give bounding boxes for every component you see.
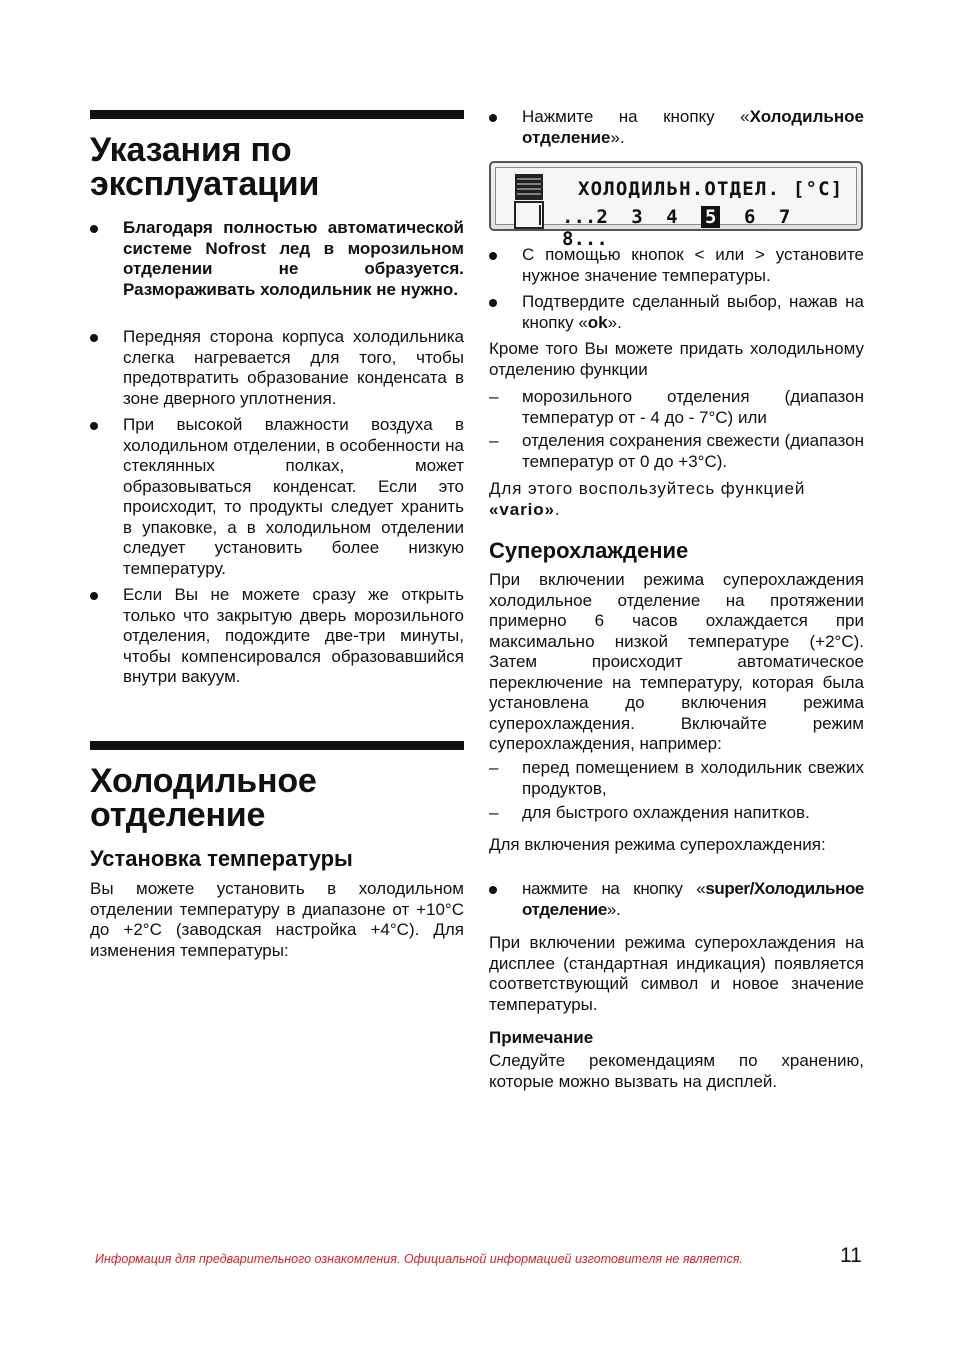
- paragraph-temperature: Вы можете установить в холодильном отделении температуру в диапазоне от +10°C до +2°C (заводская настройка +4°C). Для изменения температуры:: [90, 879, 464, 960]
- section-title-fridge: Холодильное отделение: [90, 762, 317, 834]
- dash-marker: –: [489, 758, 499, 777]
- list-item: – перед помещением в холодильник свежих продуктов,: [489, 758, 864, 798]
- bullet-icon: [489, 107, 507, 128]
- display-illustration: [489, 161, 863, 250]
- note-title: Примечание: [489, 1028, 594, 1047]
- display-step-selected: 5: [701, 206, 720, 228]
- bullet-icon: [90, 327, 108, 348]
- display-step: ...2: [562, 206, 608, 228]
- display-title: ХОЛОДИЛЬН.ОТДЕЛ. [°C]: [578, 178, 844, 200]
- list-item: [90, 327, 464, 409]
- paragraph-functions: Кроме того Вы можете придать холодильному отделению функции: [489, 339, 864, 379]
- list-item: [90, 415, 464, 579]
- dash-marker: –: [489, 431, 499, 450]
- bullet-icon: [90, 415, 108, 436]
- subtitle-temperature: Установка температуры: [90, 846, 353, 871]
- fridge-icon: [514, 173, 544, 229]
- bullet-text-humidity: При высокой влажности воздуха в холодильном отделении, в особенности на стеклянных полках, может образовываться конденсат. Если это происходит, то продукты следует хранить в упаковке, а в холодильном отделении следует установить более низкую температуру.: [123, 415, 464, 578]
- list-item: Подтвердите сделанный выбор, нажав на кнопку «ok».: [489, 292, 864, 333]
- display-step: 8...: [562, 228, 608, 250]
- dash-marker: –: [489, 387, 499, 406]
- section-rule-1: [90, 110, 464, 119]
- subtitle-supercool: Суперохлаждение: [489, 538, 689, 563]
- section-rule-2: [90, 741, 464, 750]
- display-step: 7: [778, 206, 791, 228]
- bullet-icon: [90, 585, 108, 606]
- bullet-icon: [489, 245, 507, 266]
- list-item: – для быстрого охлаждения напитков.: [489, 803, 810, 822]
- bullet-icon: [489, 292, 507, 313]
- section-title-operation: Указания по эксплуатации: [90, 131, 320, 203]
- list-item: Нажмите на кнопку «Холодильное отделение».: [489, 107, 864, 148]
- display-step: 4: [666, 206, 678, 228]
- list-item: нажмите на кнопку «super/Холодильное отделение».: [489, 879, 864, 920]
- note-text: Следуйте рекомендациям по хранению, которые можно вызвать на дисплей.: [489, 1051, 864, 1091]
- paragraph-supercool: При включении режима суперохлаждения холодильное отделение на протяжении примерно 6 часов охлаждается при максимально низкой температуре (+2°C). Затем происходит автоматическое переключение на температуру, которая была установлена до включения режима суперохлаждения. Включайте режим суперохлаждения, например:: [489, 570, 864, 753]
- list-item: С помощью кнопок < или > установите нужное значение температуры.: [489, 245, 864, 286]
- footer-disclaimer: Информация для предварительного ознакомления. Официальной информацией изготовителя не является.: [95, 1252, 743, 1266]
- display-step: 6: [743, 206, 756, 228]
- bullet-text-door: Если Вы не можете сразу же открыть только что закрытую дверь морозильного отделения, подождите две-три минуты, чтобы компенсировался образовавшийся внутри вакуум.: [123, 585, 464, 686]
- bullet-text-nofrost: Благодаря полностью автоматической системе Nofrost лед в морозильном отделении не образуется. Размораживать холодильник не нужно.: [123, 218, 464, 299]
- bullet-icon: [489, 879, 507, 900]
- bullet-icon: [90, 218, 108, 239]
- page-number: 11: [840, 1244, 862, 1267]
- display-steps: [562, 206, 856, 250]
- display-step: 3: [631, 206, 643, 228]
- bullet-text-housing: Передняя сторона корпуса холодильника слегка нагревается для того, чтобы предотвратить образование конденсата в зоне дверного уплотнения.: [123, 327, 464, 408]
- list-item: – морозильного отделения (диапазон температур от - 4 до - 7°C) или: [489, 387, 864, 427]
- paragraph-display-info: При включении режима суперохлаждения на дисплее (стандартная индикация) появляется соответствующий символ и новое значение температуры.: [489, 933, 864, 1014]
- paragraph-vario: Для этого воспользуйтесь функцией «vario».: [489, 479, 806, 519]
- list-item: – отделения сохранения свежести (диапазон температур от 0 до +3°C).: [489, 431, 864, 471]
- paragraph-enable: Для включения режима суперохлаждения:: [489, 835, 826, 854]
- list-item: [90, 585, 464, 688]
- list-item: [90, 218, 464, 300]
- dash-marker: –: [489, 803, 499, 822]
